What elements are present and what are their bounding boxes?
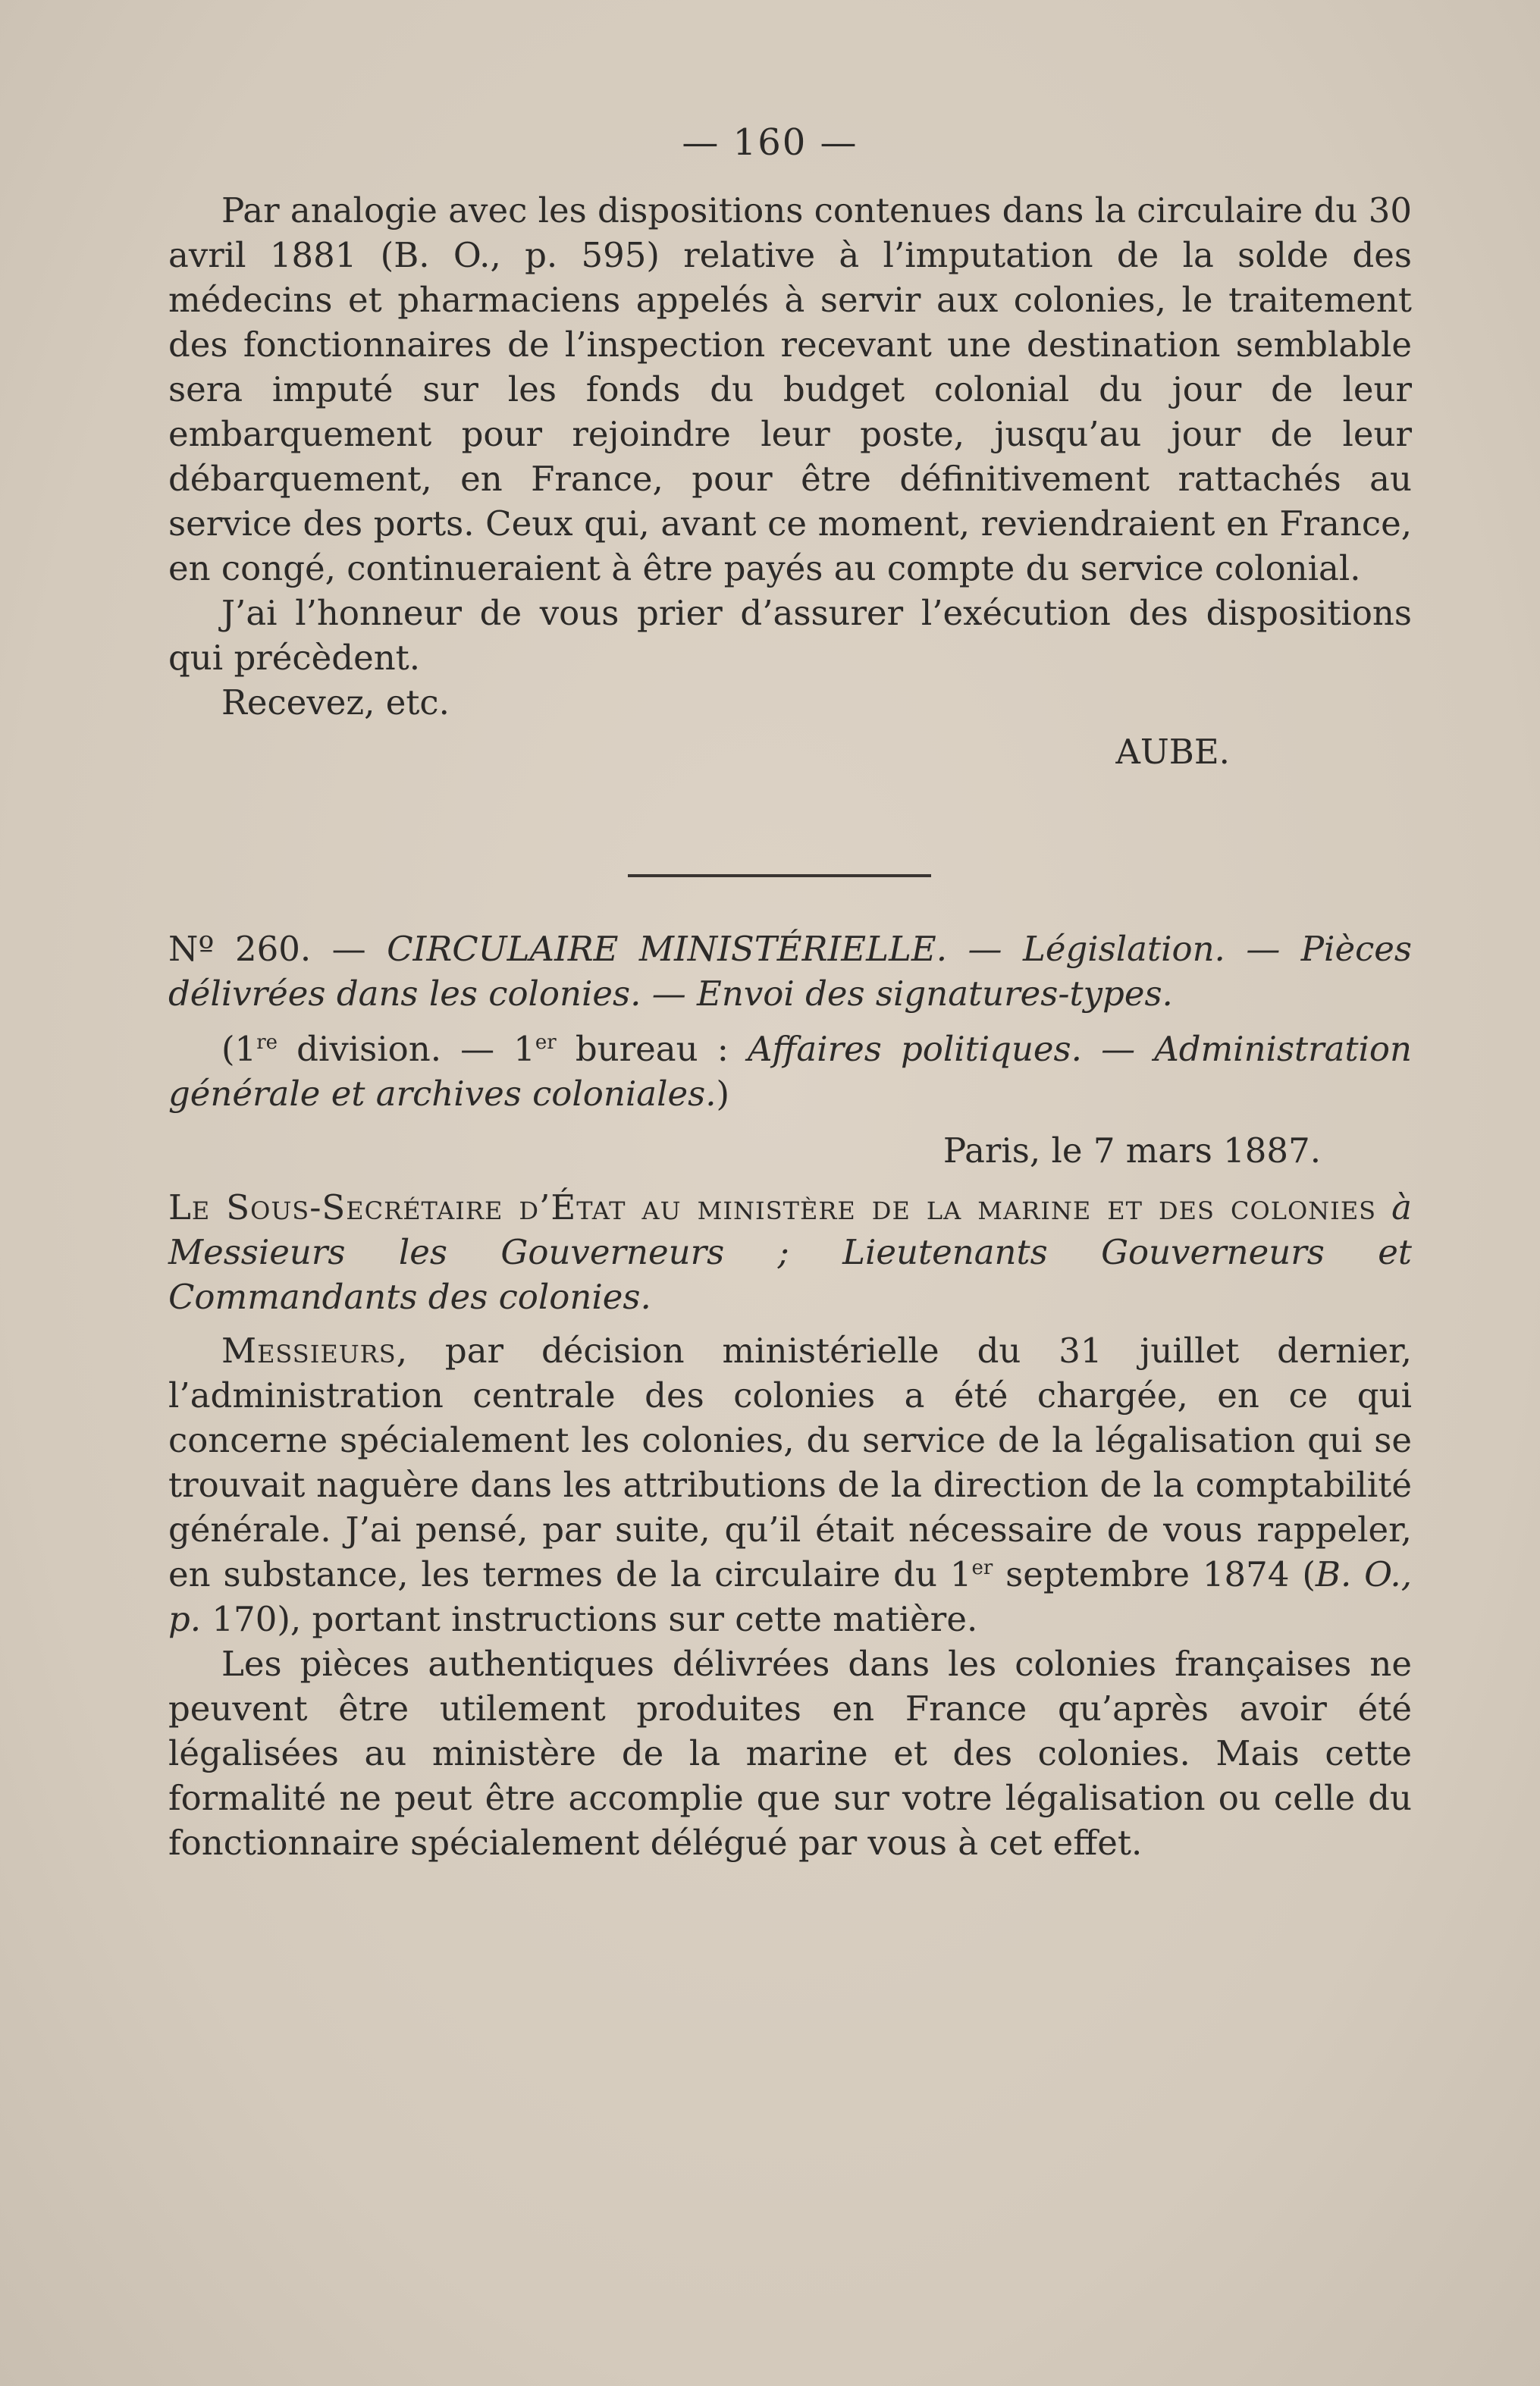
- circular-heading: [168, 926, 1412, 1016]
- page-number: — 160 —: [682, 121, 858, 164]
- division-subject: Affaires politiques. — Administration générale et archives coloniales.: [168, 1029, 1413, 1114]
- upper-text: [168, 188, 1412, 774]
- address-sender: Le Sous-Secrétaire d’État au ministère de la marine et des colonies: [168, 1187, 1377, 1227]
- paragraph-messieurs: Messieurs, par décision ministérielle du 31 juillet dernier, l’administration centrale des colonies a été chargée, en ce qui concerne spécialement les colonies, du service de la légalisation qui se trouvait naguère dans les attributions de la direction de la comptabilité générale. J’ai pensé, par suite, qu’il était nécessaire de vous rappeler, en substance, les termes de la circulaire du 1er septembre 1874 (B. O., p. 170), portant instructions sur cette matière.: [168, 1331, 1413, 1639]
- address-line: [168, 1185, 1412, 1319]
- date-line: Paris, le 7 mars 1887.: [943, 1130, 1321, 1171]
- paragraph-honneur: J’ai l’honneur de vous prier d’assurer l’exécution des dispositions qui précèdent.: [168, 593, 1412, 678]
- circular-title: CIRCULAIRE MINISTÉRIELLE.: [387, 929, 948, 969]
- circular-number: Nº 260. —: [168, 929, 366, 969]
- address-recipients: à Messieurs les Gouverneurs ; Lieutenants Gouverneurs et Commandants des colonies.: [168, 1187, 1412, 1317]
- circular-260: [168, 926, 1412, 1865]
- paragraph-recevez: Recevez, etc.: [221, 682, 450, 723]
- paragraph-imputation: Par analogie avec les dispositions contenues dans la circulaire du 30 avril 1881 (B. O., p. 595) relative à l’imputation de la solde des médecins et pharmaciens appelés à servir aux colonies, le traitement des fonctionnaires de l’inspection recevant une destination semblable sera imputé sur les fonds du budget colonial du jour de leur embarquement pour rejoindre leur poste, jusqu’au jour de leur débarquement, en France, pour être définitivement rattachés au service des ports. Ceux qui, avant ce moment, reviendraient en France, en congé, continueraient à être payés au compte du service colonial.: [168, 190, 1412, 588]
- section-divider: [628, 874, 931, 877]
- signature: AUBE.: [1115, 732, 1230, 772]
- division-line: (1re division. — 1er bureau : Affaires politiques. — Administration générale et archives coloniales.): [168, 1029, 1413, 1114]
- circular-subject: — Législation. — Pièces délivrées dans les colonies. — Envoi des signatures-types.: [168, 929, 1412, 1014]
- paragraph-pieces: Les pièces authentiques délivrées dans les colonies françaises ne peuvent être utilement produites en France qu’après avoir été légalisées au ministère de la marine et des colonies. Mais cette formalité ne peut être accomplie que sur votre légalisation ou celle du fonctionnaire spécialement délégué par vous à cet effet.: [168, 1644, 1412, 1863]
